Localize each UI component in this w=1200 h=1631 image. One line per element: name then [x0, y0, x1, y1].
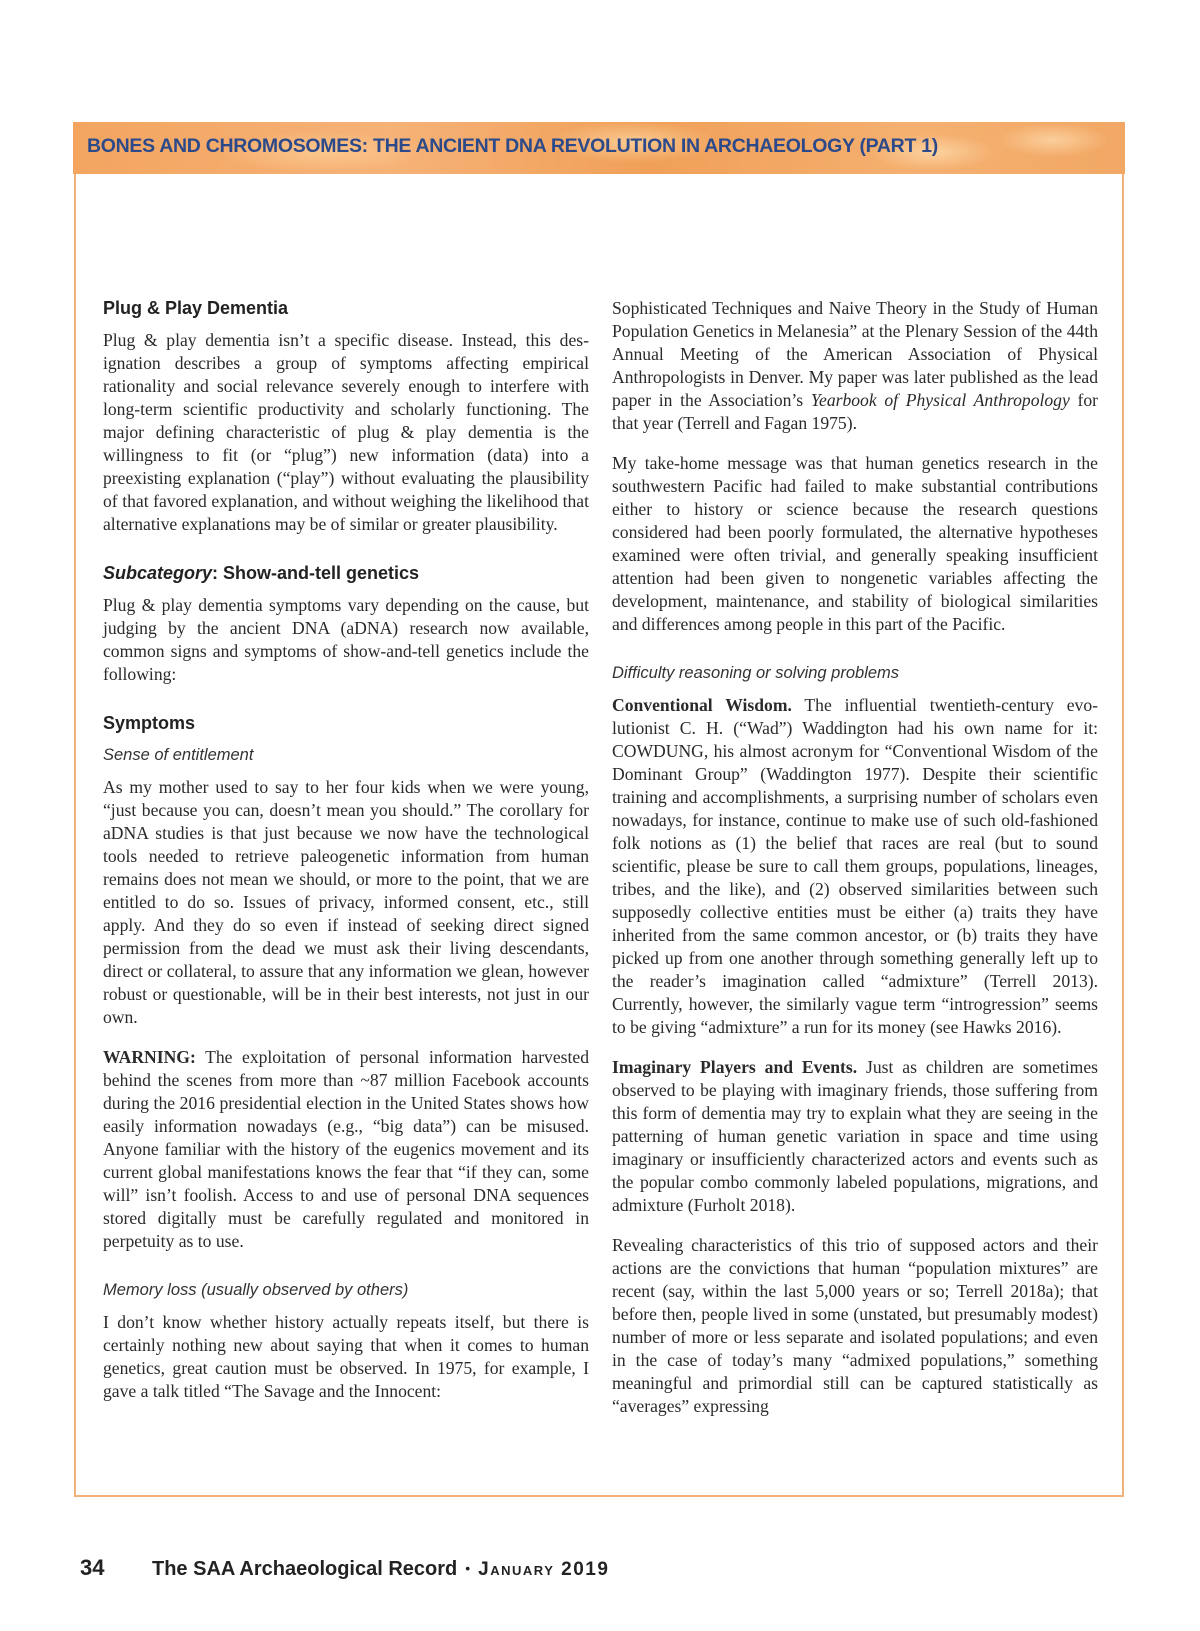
left-column [103, 297, 589, 1420]
continued-text-a: Sophisticated Techniques and Naive Theory in the Study of Human Population Genetics in Melanesia” at the Plenary Session of the 44th Annual Meeting of the American Association of Physical Anthropologists in Denver. My paper was later published as the lead paper in the Association’s [612, 298, 1098, 410]
section-title: BONES AND CHROMOSOMES: THE ANCIENT DNA REVOLUTION IN ARCHAEOLOGY (PART 1) [87, 135, 938, 157]
conventional-wisdom-label: Conventional Wisdom. [612, 695, 792, 715]
yearbook-title: Yearbook of Physical Anthropology [810, 390, 1070, 410]
paragraph-take-home: My take-home message was that human genetics research in the southwestern Pacific had failed to make substantial contributions either to history or science because the research questions considered had been poorly formulated, the alternative hypotheses examined were often trivial, and generally speaking insufficient attention had been given to nongenetic variables affecting the development, maintenance, and stability of biological similarities and differences among people in this part of the Pacific. [612, 453, 1098, 634]
right-column [612, 297, 1098, 1435]
issue-date: January 2019 [478, 1559, 610, 1580]
heading-symptoms: Symptoms [103, 713, 196, 733]
paragraph-plug-and-play: Plug & play dementia isn’t a specific disease. Instead, this designation describes a group of symptoms affecting empirical rationality and social relevance severely enough to interfere with long-term scientific productivity and scholarly functioning. The major defining characteristic of plug & play dementia is the willingness to fit (or “plug”) new information (data) into a preexisting explanation (“play”) without evaluating the plausibility of that favored explanation, and without weighing the likelihood that alternative explanations may be of similar or greater plausibility. [103, 330, 589, 534]
paragraph-subcategory: Plug & play dementia symptoms vary depending on the cause, but judging by the ancient DNA (aDNA) research now available, common signs and symptoms of show-and-tell genetics include the following: [103, 595, 589, 684]
subcategory-label: Subcategory [103, 563, 213, 583]
warning-label: WARNING: [103, 1047, 196, 1067]
heading-subcategory [103, 562, 589, 585]
conventional-wisdom-text: The influential twentieth-century evolutionist C. H. (“Wad”) Waddington had his own name for it: COWDUNG, his almost acronym for “Conventional Wisdom of the Dominant Group” (Waddington 1977). Despite their scientific training and accomplishments, a surprising number of scholars even nowadays, for instance, continue to make use of such old-fashioned folk notions as (1) the belief that races are real (but to sound scientific, please be sure to call them groups, populations, lineages, tribes, and the like), and (2) observed similarities between such supposedly collective entities must be either (a) traits they have inherited from the same common ancestor, or (b) traits they have picked up from one another through something generally left up to the reader’s imagination called “admixture” (Terrell 2013). Currently, however, the similarly vague term “introgression” seems to be giving “admixture” a run for its money (see Hawks 2016). [612, 695, 1098, 1037]
section-banner [73, 122, 1125, 174]
heading-entitlement: Sense of entitlement [103, 746, 254, 764]
page-number: 34 [80, 1555, 105, 1580]
heading-plug-and-play: Plug & Play Dementia [103, 298, 289, 318]
heading-memory-loss: Memory loss (usually observed by others) [103, 1281, 409, 1299]
paragraph-imaginary-players [612, 1056, 1098, 1217]
paragraph-warning [103, 1046, 589, 1253]
page-footer [80, 1555, 609, 1581]
heading-difficulty-reasoning: Difficulty reasoning or solving problems [612, 664, 900, 682]
journal-name: The SAA Archaeological Record [152, 1558, 458, 1580]
warning-text: The exploitation of personal information harvested behind the scenes from more than ~87 million Facebook accounts during the 2016 presidential election in the United States shows how easily information nowadays (e.g., “big data”) can be misused. Anyone familiar with the history of the eugenics movement and its current global manifestations knows the fear that “if they can, some will” isn’t foolish. Access to and use of personal DNA sequences stored digitally must be carefully regulated and monitored in perpetuity as to use. [103, 1047, 589, 1251]
paragraph-conventional-wisdom [612, 694, 1098, 1039]
paragraph-entitlement: As my mother used to say to her four kids when we were young, “just because you can, doesn’t mean you should.” The corollary for aDNA studies is that just because we now have the technological tools needed to retrieve paleogenetic information from human remains does not mean we should, or more to the point, that we are entitled to do so. Issues of privacy, informed consent, etc., still apply. And they do so even if instead of seeking direct signed permission from the dead we must ask their living descendants, direct or collateral, to assure that any information we glean, however robust or questionable, will be in their best interests, not just in our own. [103, 777, 589, 1027]
imaginary-players-text: Just as children are sometimes observed to be playing with imaginary friends, those suffering from this form of dementia may try to explain what they are seeing in the patterning of human genetic variation in space and time using imaginary or insufficiently characterized actors and events such as the popular combo commonly labeled populations, migrations, and admixture (Furholt 2018). [612, 1057, 1098, 1215]
paragraph-continued [612, 297, 1098, 435]
imaginary-players-label: Imaginary Players and Events. [612, 1057, 858, 1077]
paragraph-revealing: Revealing characteristics of this trio of supposed actors and their actions are the convictions that human “population mixtures” are recent (say, within the last 5,000 years or so; Terrell 2018a); that before then, people lived in some (unstated, but presumably modest) number of more or less separate and isolated populations; and even in the case of today’s many “admixed populations,” something meaningful and primordial still can be captured statistically as “averages” expressing [612, 1235, 1098, 1416]
paragraph-memory-loss: I don’t know whether history actually repeats itself, but there is certainly nothing new about saying that when it comes to human genetics, great caution must be observed. In 1975, for example, I gave a talk titled “The Savage and the Innocent: [103, 1312, 589, 1401]
footer-bullet: • [465, 1560, 471, 1576]
continued-text-b: for that year (Terrell and Fagan 1975). [612, 390, 1098, 433]
subcategory-rest: : Show-and-tell genetics [212, 563, 420, 583]
